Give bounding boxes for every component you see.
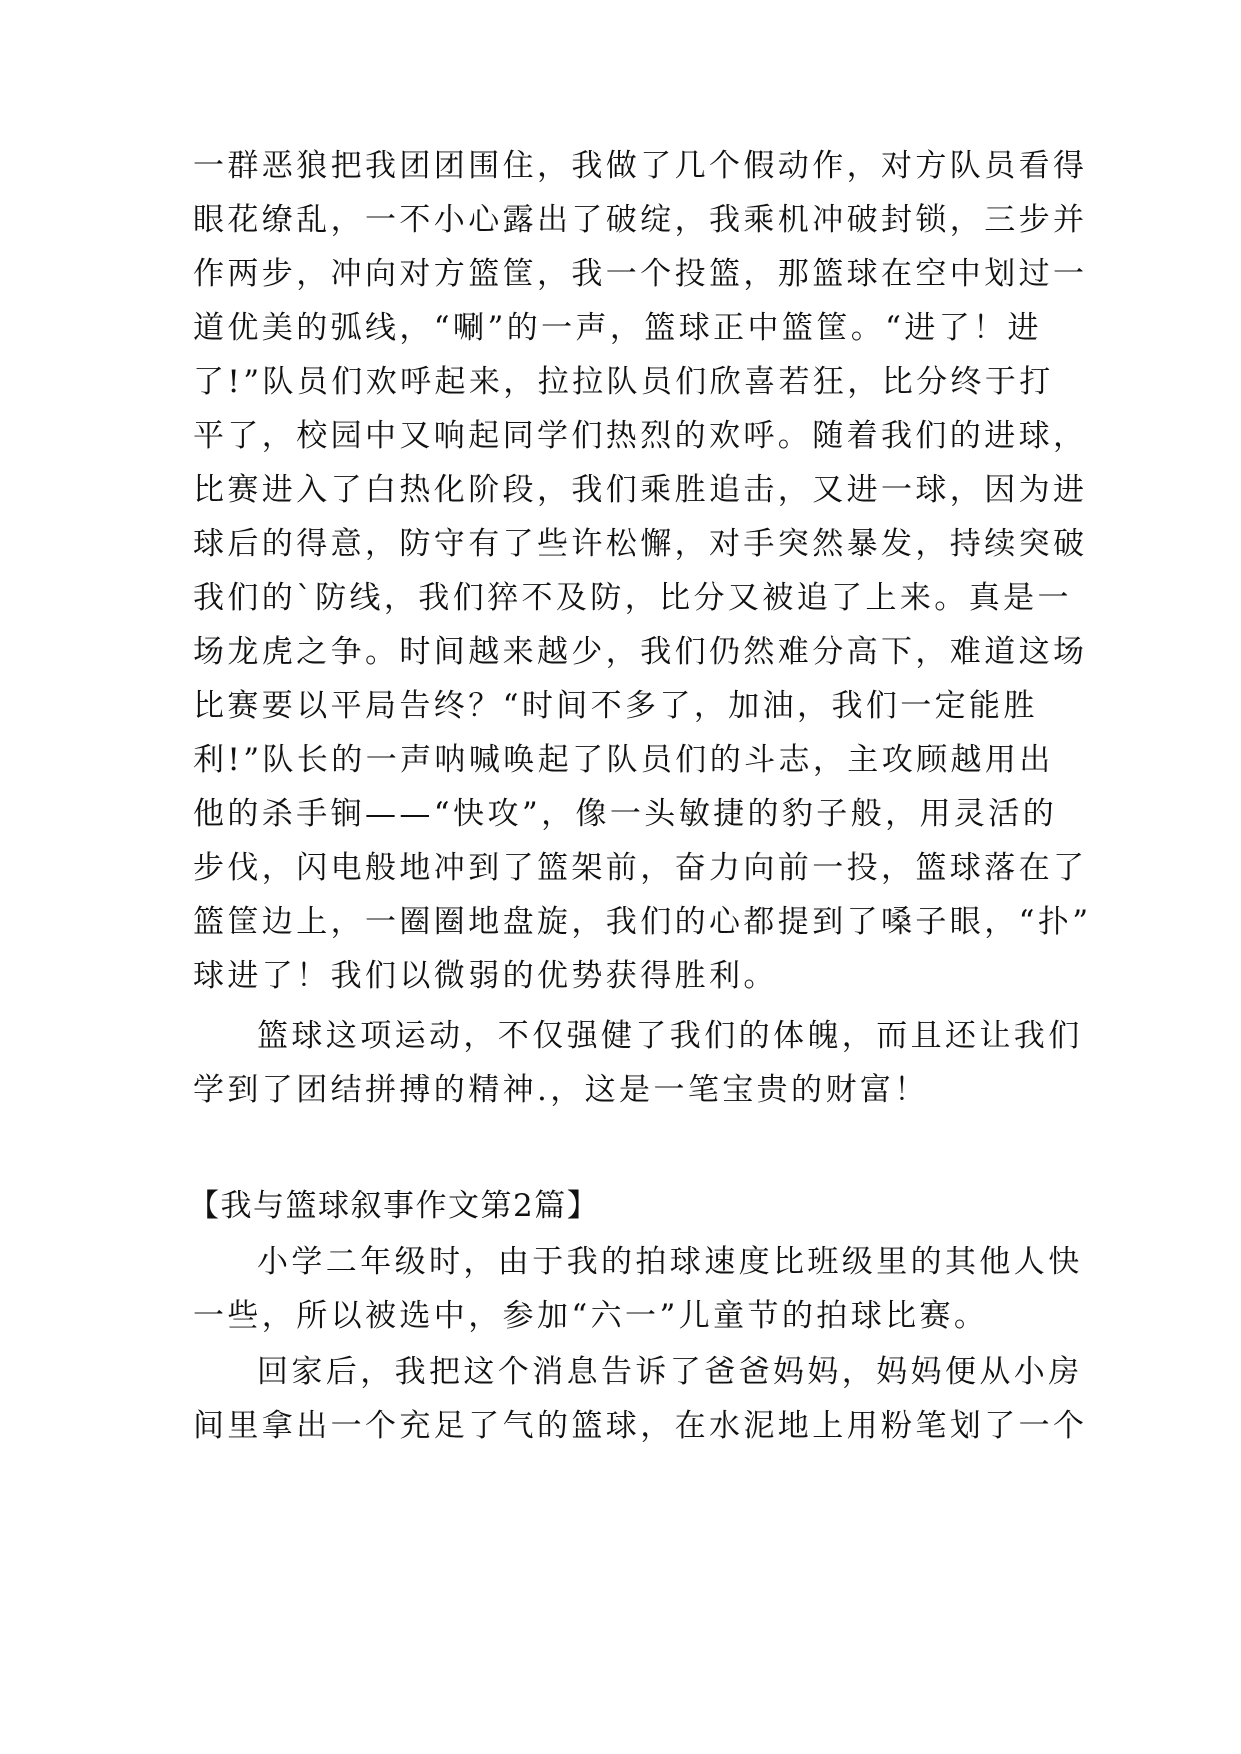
paragraph-line: 回家后，我把这个消息告诉了爸爸妈妈，妈妈便从小房 <box>257 1354 1083 1390</box>
paragraph-line: 我们的`防线，我们猝不及防，比分又被追了上来。真是一 <box>193 580 1072 616</box>
paragraph-line: 平了，校园中又响起同学们热烈的欢呼。随着我们的进球， <box>193 418 1088 454</box>
paragraph-line: 利!”队长的一声呐喊唤起了队员们的斗志，主攻顾越用出 <box>193 742 1054 778</box>
paragraph-line: 了!”队员们欢呼起来，拉拉队员们欣喜若狂，比分终于打 <box>193 364 1054 400</box>
paragraph-line: 比赛进入了白热化阶段，我们乘胜追击，又进一球，因为进 <box>193 472 1088 508</box>
paragraph-line: 小学二年级时，由于我的拍球速度比班级里的其他人快 <box>257 1244 1083 1280</box>
paragraph-line: 球后的得意，防守有了些许松懈，对手突然暴发，持续突破 <box>193 526 1088 562</box>
paragraph-line: 一群恶狼把我团团围住，我做了几个假动作，对方队员看得 <box>193 148 1088 184</box>
paragraph-line: 一些，所以被选中，参加“六一”儿童节的拍球比赛。 <box>193 1298 989 1334</box>
paragraph-line: 篮筐边上，一圈圈地盘旋，我们的心都提到了嗓子眼，“扑” <box>193 904 1092 940</box>
paragraph-line: 作两步，冲向对方篮筐，我一个投篮，那篮球在空中划过一 <box>193 256 1088 292</box>
paragraph-line: 道优美的弧线，“唰”的一声，篮球正中篮筐。“进了！进 <box>193 310 1042 346</box>
paragraph-line: 眼花缭乱，一不小心露出了破绽，我乘机冲破封锁，三步并 <box>193 202 1088 238</box>
paragraph-line: 球进了！我们以微弱的优势获得胜利。 <box>193 958 778 994</box>
conclusion-line: 篮球这项运动，不仅强健了我们的体魄，而且还让我们 <box>257 1018 1083 1054</box>
paragraph-line: 步伐，闪电般地冲到了篮架前，奋力向前一投，篮球落在了 <box>193 850 1088 886</box>
paragraph-line: 间里拿出一个充足了气的篮球，在水泥地上用粉笔划了一个 <box>193 1408 1088 1444</box>
paragraph-line: 他的杀手锏——“快攻”，像一头敏捷的豹子般，用灵活的 <box>193 796 1058 832</box>
paragraph-line: 场龙虎之争。时间越来越少，我们仍然难分高下，难道这场 <box>193 634 1088 670</box>
conclusion-line: 学到了团结拼搏的精神.，这是一笔宝贵的财富！ <box>193 1072 929 1108</box>
section-heading: 【我与篮球叙事作文第2篇】 <box>188 1188 600 1224</box>
paragraph-line: 比赛要以平局告终？“时间不多了，加油，我们一定能胜 <box>193 688 1038 724</box>
